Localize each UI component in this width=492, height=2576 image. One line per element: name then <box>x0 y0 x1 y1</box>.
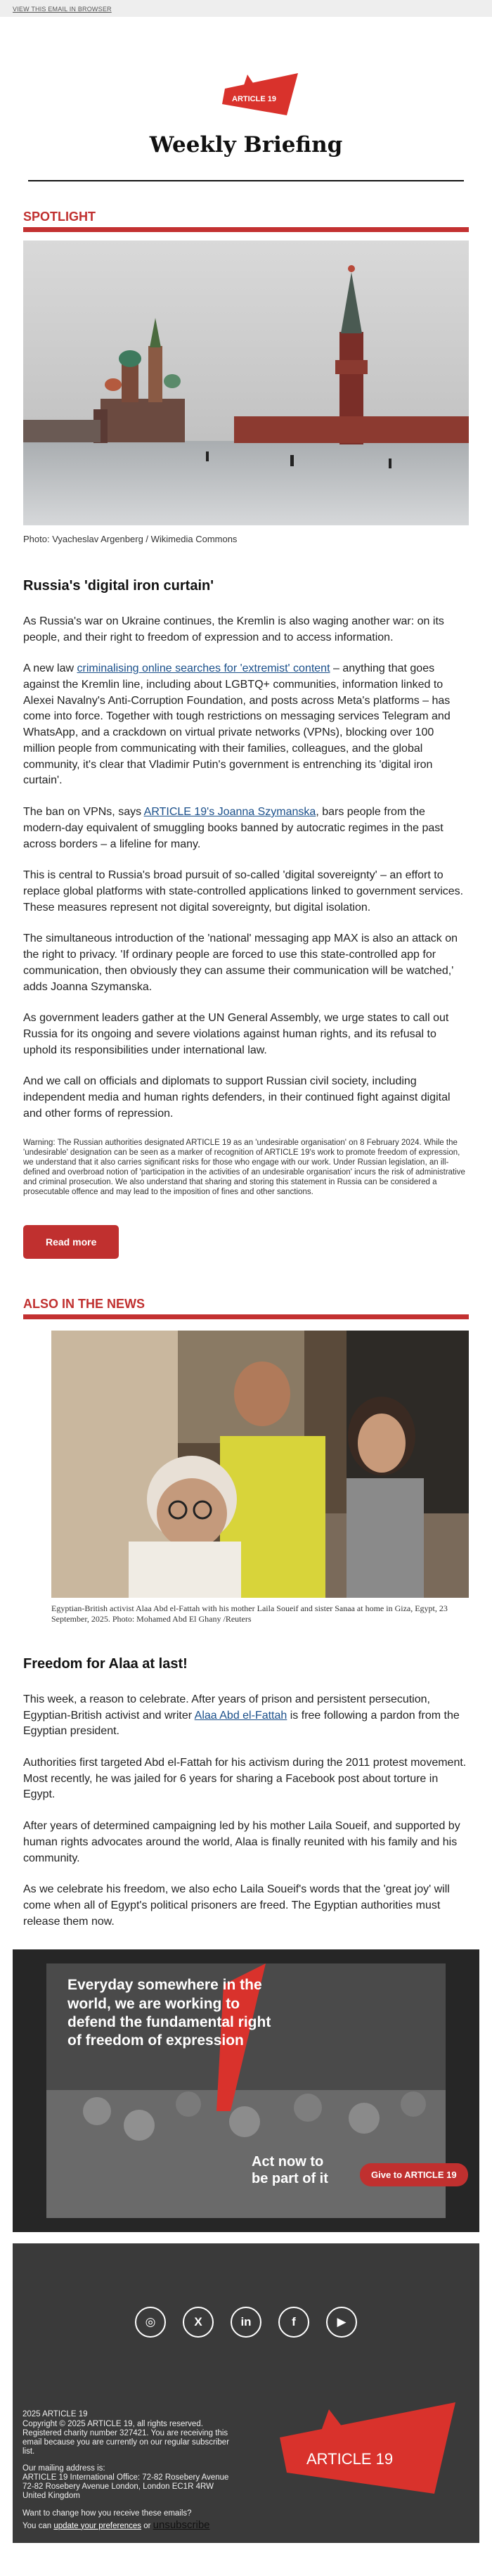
paragraph: Authorities first targeted Abd el-Fattah for his activism during the 2011 protest movement. Most recently, he was jailed for 6 years for sharing a Facebook post about torture in Egypt. <box>23 1757 467 1801</box>
footer-logo-icon[interactable] <box>273 2395 462 2501</box>
news-section <box>0 1297 492 1930</box>
paragraph <box>23 1692 469 1740</box>
paragraph: As government leaders gather at the UN General Assembly, we urge states to call out Russia for its ongoing and severe violations against human rights, and its refusal to uphold its responsibilities under international law. <box>23 1012 449 1056</box>
warning-note: Warning: The Russian authorities designated ARTICLE 19 as an 'undesirable organisation' on 8 February 2024. While the 'undesirable' designation can be seen as a marker of recognition of ARTICLE 19's work to promote freedom of expression, we understand that it also carries significant risks for those who engage with our work. Under Russian legislation, an ill-defined and overbroad notion of 'participation in the activities of an undesirable organisation' incurs the risk of administrative and criminal prosecution. We also understand that sharing and storing this statement in Russia can be considered a prosecutable offence and may lead to the imposition of fines and other sanctions. <box>23 1138 465 1196</box>
story-title-russia: Russia's 'digital iron curtain' <box>23 577 214 594</box>
section-heading-spotlight: SPOTLIGHT <box>23 210 96 224</box>
read-more-button[interactable]: Read more <box>23 1225 119 1259</box>
mailing-label: Our mailing address is: <box>22 2463 105 2473</box>
year-line: 2025 ARTICLE 19 <box>22 2410 88 2419</box>
paragraph <box>23 805 469 852</box>
logo-text: ARTICLE 19 <box>232 95 276 103</box>
text: or <box>141 2521 153 2530</box>
charity-line: Registered charity number 327421. You are receiving this email because you are currently on our regular subscriber list. <box>22 2428 230 2456</box>
footer-logo-text: ARTICLE 19 <box>306 2450 394 2468</box>
text: The ban on VPNs, says <box>23 806 144 819</box>
change-prompt: Want to change how you receive these emails? <box>22 2509 192 2518</box>
youtube-icon[interactable]: ▶ <box>326 2307 357 2338</box>
section-rule <box>23 227 469 232</box>
section-rule <box>23 1314 469 1319</box>
red-square-photo <box>23 241 469 525</box>
photo-caption: Egyptian-British activist Alaa Abd el-Fattah with his mother Laila Soueif and sister Sanaa at home in Giza, Egypt, 23 September, 2025. Photo: Mohamed Abd El Ghany /Reuters <box>51 1603 448 1625</box>
facebook-icon[interactable]: f <box>278 2307 309 2338</box>
text: You can <box>22 2521 54 2530</box>
family-photo-illustration <box>51 1331 469 1598</box>
donation-banner[interactable] <box>13 1949 479 2232</box>
criminalising-searches-link[interactable]: criminalising online searches for 'extremist' content <box>77 662 330 675</box>
section-heading-news: ALSO IN THE NEWS <box>23 1296 145 1311</box>
text: A new law <box>23 662 77 675</box>
paragraph: The simultaneous introduction of the 'national' messaging app MAX is also an attack on the right to privacy. 'If ordinary people are forced to use this state-controlled app for communication, then obviously they can assume their communication will be watched,' adds Joanna Szymanska. <box>23 933 458 993</box>
footer <box>13 2243 479 2543</box>
update-preferences-link[interactable]: update your preferences <box>53 2521 142 2530</box>
footer-legal <box>22 2410 233 2530</box>
email-body <box>13 68 479 181</box>
text: This week, a reason to celebrate. After years of prison and persistent persecution, Egyptian-British activist and writer <box>23 1693 430 1722</box>
view-in-browser-link[interactable]: VIEW THIS EMAIL IN BROWSER <box>13 6 112 13</box>
mailing-address: ARTICLE 19 International Office: 72-82 Rosebery Avenue 72-82 Rosebery Avenue London, London EC1R 4RW United Kingdom <box>22 2473 229 2501</box>
alaa-abd-el-fattah-link[interactable]: Alaa Abd el-Fattah <box>194 1709 287 1722</box>
paragraph: As Russia's war on Ukraine continues, the Kremlin is also waging another war: on its people, and their right to freedom of expression and to access information. <box>23 615 444 643</box>
give-button[interactable]: Give to ARTICLE 19 <box>360 2163 468 2186</box>
spotlight-section <box>0 210 492 1259</box>
alaa-family-photo <box>51 1331 469 1598</box>
paragraph: After years of determined campaigning led by his mother Laila Soueif, and supported by human rights advocates around the world, Alaa is finally reunited with his family and his community. <box>23 1820 460 1864</box>
social-links <box>13 2307 479 2338</box>
top-bar <box>0 0 492 17</box>
banner-cta-text: Act now to be part of it <box>252 2154 328 2187</box>
preferences-line <box>22 2519 233 2531</box>
article19-logo-icon <box>209 68 308 122</box>
paragraph: And we call on officials and diplomats to support Russian civil society, including independent media and human rights defenders, in their continued fight against digital and other forms of repression. <box>23 1075 451 1120</box>
paragraph: This is central to Russia's broad pursuit of so-called 'digital sovereignty' – an effort to replace global platforms with state-controlled applications linked to government services. These measures represent not digital sovereignty, but digital isolation. <box>23 869 464 914</box>
text: , bars people from the modern-day equivalent of smuggling books banned by autocratic regimes in the past across borders – a lifeline for many. <box>23 806 444 850</box>
text: – anything that goes against the Kremlin line, including about LGBTQ+ communities, information linked to Alexei Navalny's Anti-Corruption Foundation, and posts across Meta's platforms – has come into force. Together with tough restrictions on messaging services Telegram and WhatsApp, and a crackdown on virtual private networks (VPNs), blocking over 100 million people from communicating with their families, colleagues, and the global community, it's clear that Vladimir Putin's government is entrenching its 'digital iron curtain'. <box>23 662 451 787</box>
joanna-szymanska-link[interactable]: ARTICLE 19's Joanna Szymanska <box>143 806 316 819</box>
story-title-alaa: Freedom for Alaa at last! <box>23 1655 188 1672</box>
paragraph: As we celebrate his freedom, we also echo Laila Soueif's words that the 'great joy' will come when all of Egypt's political prisoners are freed. The Egyptian authorities must release them now. <box>23 1883 450 1928</box>
banner-headline: Everyday somewhere in the world, we are working to defend the fundamental right of freedom of expression <box>67 1977 271 2049</box>
text: is free following a pardon from the Egyptian president. <box>23 1709 460 1738</box>
copyright: Copyright © 2025 ARTICLE 19, all rights reserved. <box>22 2419 203 2428</box>
linkedin-icon[interactable]: in <box>231 2307 261 2338</box>
kremlin-photo-illustration <box>23 241 469 525</box>
unsubscribe-link[interactable]: unsubscribe <box>153 2518 210 2531</box>
title-divider <box>28 180 464 181</box>
page-title: Weekly Briefing <box>149 132 343 158</box>
photo-caption: Photo: Vyacheslav Argenberg / Wikimedia Commons <box>23 534 238 544</box>
header-logo[interactable] <box>13 68 479 121</box>
x-icon[interactable]: X <box>183 2307 214 2338</box>
paragraph <box>23 661 469 789</box>
instagram-icon[interactable]: ◎ <box>135 2307 166 2338</box>
